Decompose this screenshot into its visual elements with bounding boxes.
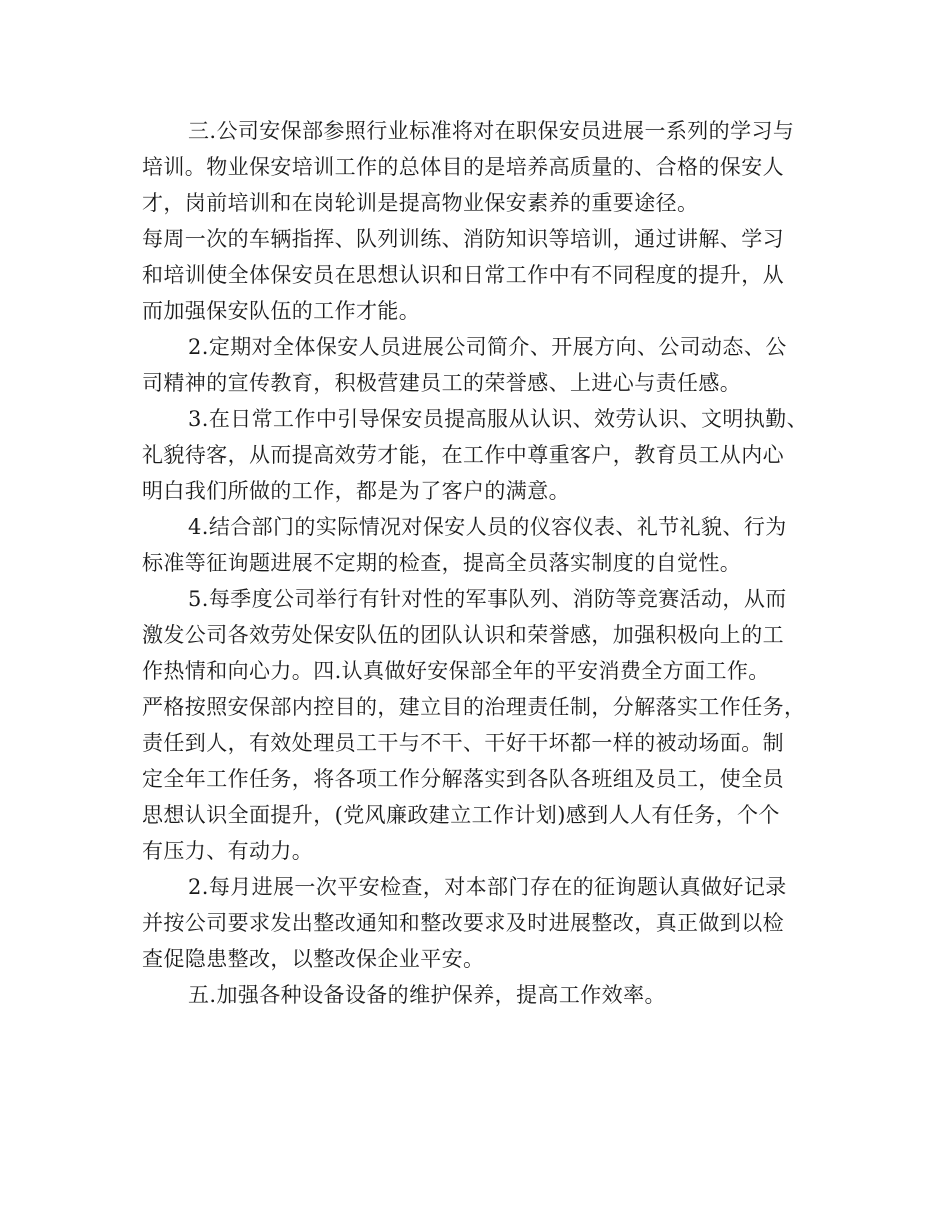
text-line: 每周一次的车辆指挥、队列训练、消防知识等培训，通过讲解、学习 xyxy=(142,227,784,251)
text-line: 礼貌待客，从而提高效劳才能，在工作中尊重客户，教育员工从内心 xyxy=(142,443,784,467)
text-line: 责任到人，有效处理员工干与不干、干好干坏都一样的被动场面。制 xyxy=(142,731,784,755)
text-line: 和培训使全体保安员在思想认识和日常工作中有不同程度的提升，从 xyxy=(142,263,784,287)
text-line: 思想认识全面提升，(党风廉政建立工作计划)感到人人有任务，个个 xyxy=(142,803,780,827)
text-line: 5.每季度公司举行有针对性的军事队列、消防等竞赛活动，从而 xyxy=(188,587,787,611)
text-line: 三.公司安保部参照行业标准将对在职保安员进展一系列的学习与 xyxy=(188,119,795,143)
text-line: 才，岗前培训和在岗轮训是提高物业保安素养的重要途径。 xyxy=(142,191,699,215)
text-line: 严格按照安保部内控目的，建立目的治理责任制，分解落实工作任务， xyxy=(142,695,806,719)
text-line: 司精神的宣传教育，积极营建员工的荣誉感、上进心与责任感。 xyxy=(142,371,742,395)
text-line: 培训。物业保安培训工作的总体目的是培养高质量的、合格的保安人 xyxy=(142,155,784,179)
text-line: 定全年工作任务，将各项工作分解落实到各队各班组及员工，使全员 xyxy=(142,767,784,791)
text-line: 五.加强各种设备设备的维护保养，提高工作效率。 xyxy=(188,983,666,1007)
text-line: 并按公司要求发出整改通知和整改要求及时进展整改，真正做到以检 xyxy=(142,911,784,935)
text-line: 激发公司各效劳处保安队伍的团队认识和荣誉感，加强积极向上的工 xyxy=(142,623,784,647)
text-line: 而加强保安队伍的工作才能。 xyxy=(142,299,421,323)
text-line: 3.在日常工作中引导保安员提高服从认识、效劳认识、文明执勤、 xyxy=(188,407,809,431)
text-line: 作热情和向心力。四.认真做好安保部全年的平安消费全方面工作。 xyxy=(142,659,770,683)
text-line: 有压力、有动力。 xyxy=(142,839,314,863)
text-line: 2.定期对全体保安人员进展公司简介、开展方向、公司动态、公 xyxy=(188,335,787,359)
text-line: 2.每月进展一次平安检查，对本部门存在的征询题认真做好记录 xyxy=(188,875,787,899)
text-line: 标准等征询题进展不定期的检查，提高全员落实制度的自觉性。 xyxy=(142,551,742,575)
text-line: 查促隐患整改，以整改保企业平安。 xyxy=(142,947,485,971)
text-line: 明白我们所做的工作，都是为了客户的满意。 xyxy=(142,479,570,503)
text-line: 4.结合部门的实际情况对保安人员的仪容仪表、礼节礼貌、行为 xyxy=(188,515,787,539)
